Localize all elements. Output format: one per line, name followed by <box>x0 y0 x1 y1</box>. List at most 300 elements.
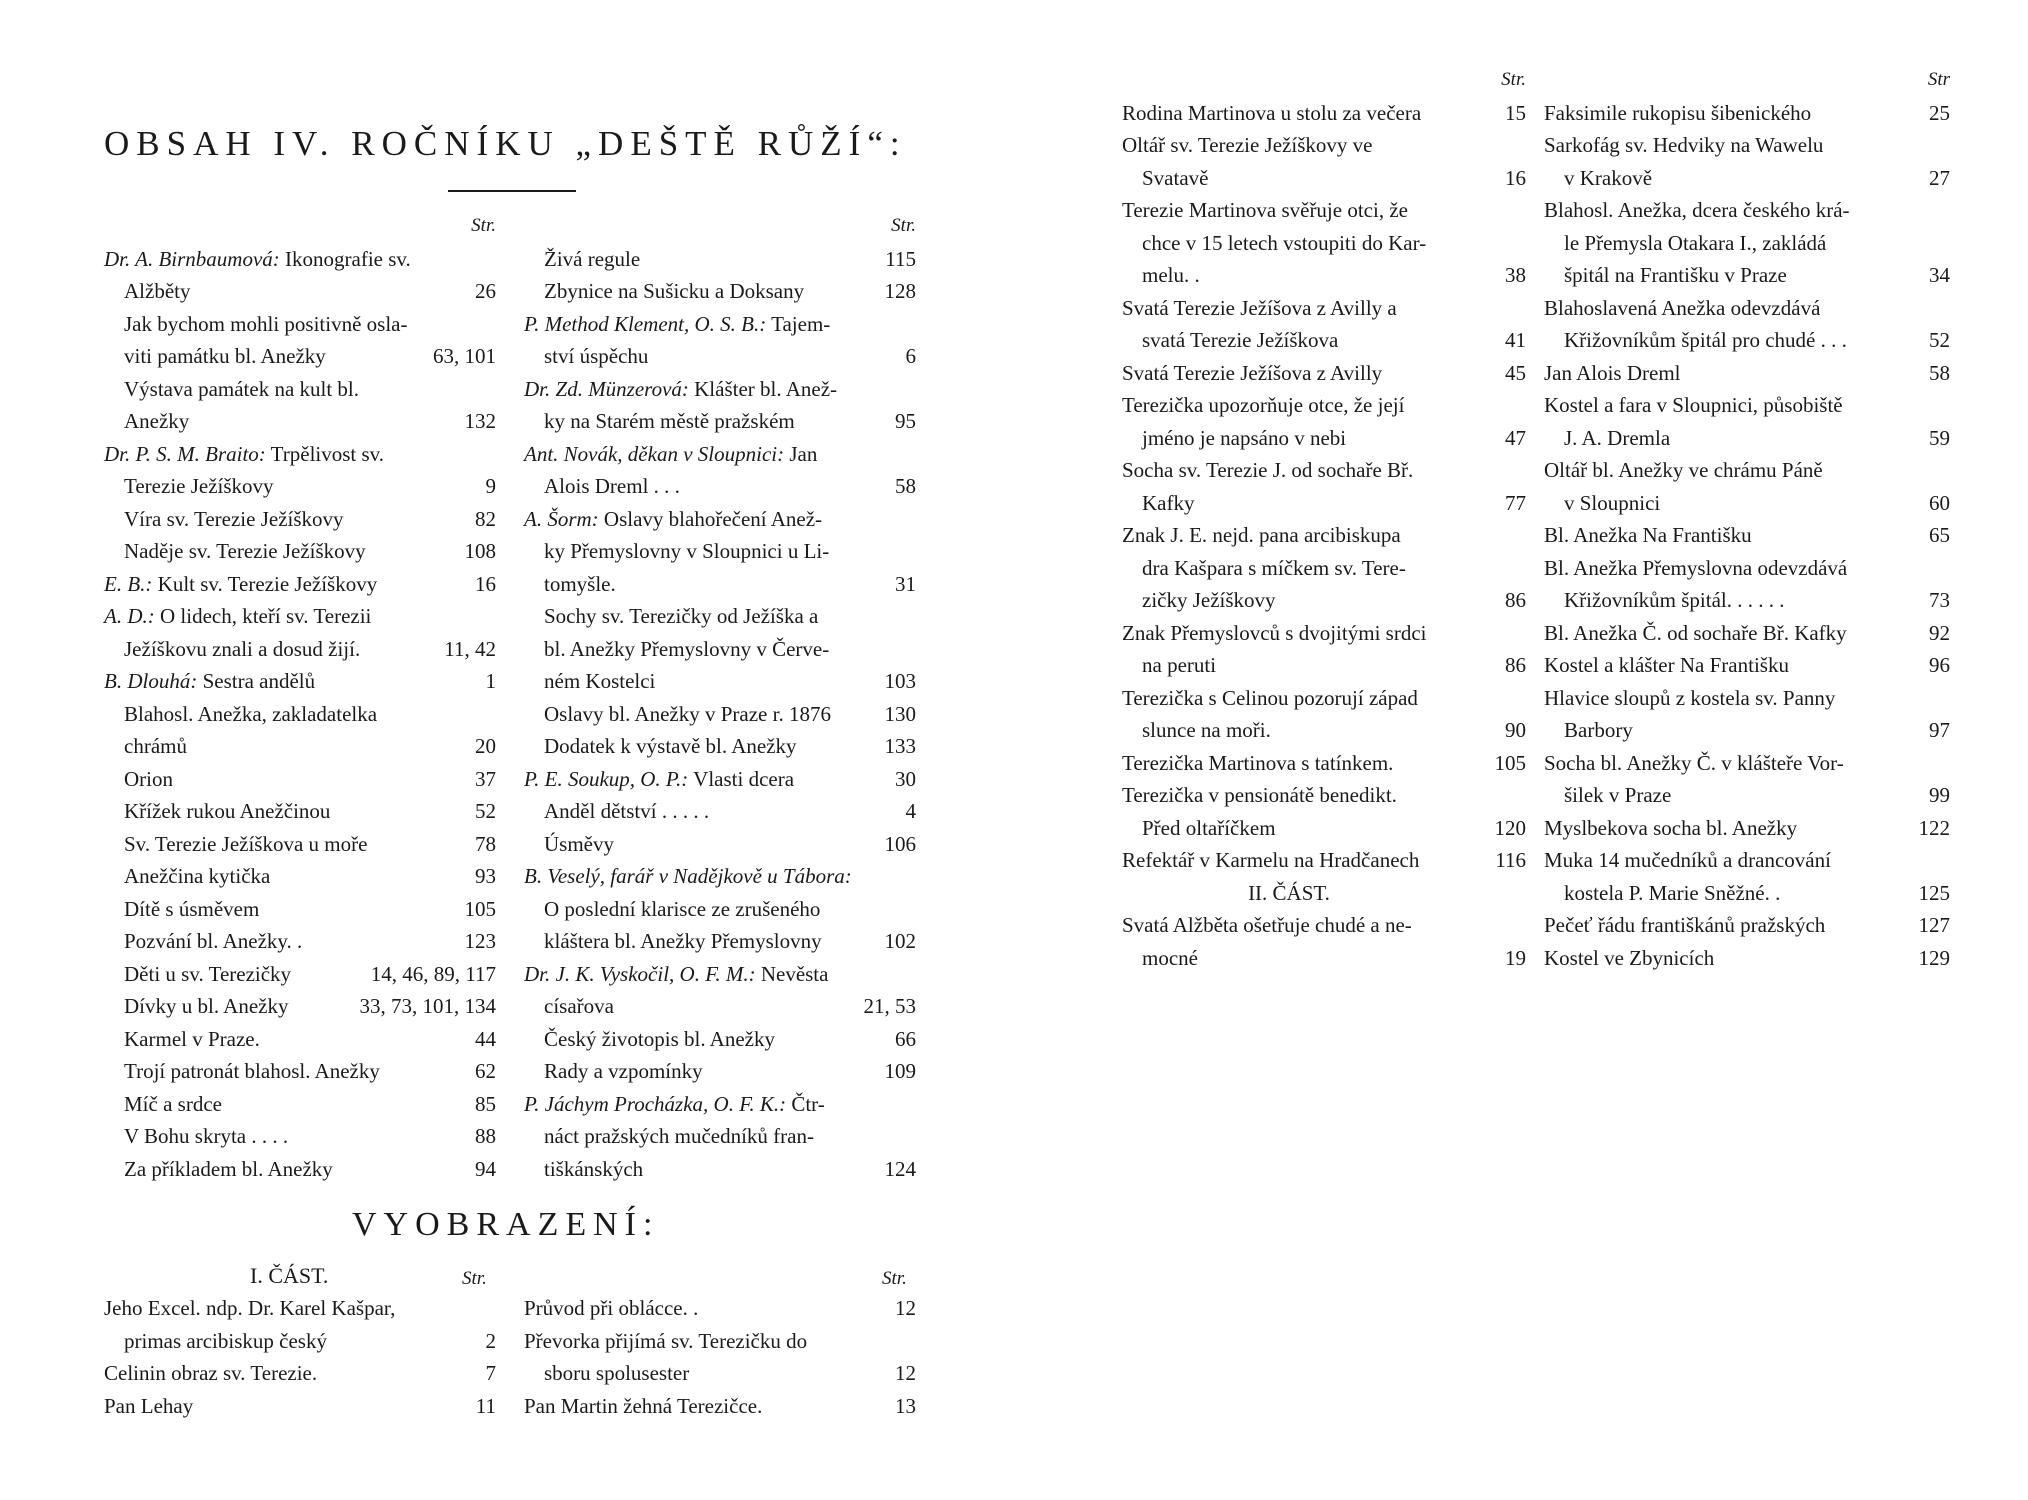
page-number: 97 <box>1929 718 1950 742</box>
list-item <box>1122 714 1526 747</box>
page-number: 63, 101 <box>433 344 496 368</box>
list-item <box>524 1325 916 1358</box>
list-item <box>1544 162 1950 195</box>
entry-text <box>524 308 906 341</box>
entry-text: Kafky <box>1142 490 1195 515</box>
page-number: 96 <box>1929 653 1950 677</box>
list-item <box>1122 682 1526 715</box>
entry-text: Terezička Martinova s tatínkem. <box>1122 750 1394 775</box>
entry-text: Terezie Ježíškovy <box>124 474 274 498</box>
page-number: 133 <box>884 734 916 758</box>
entry-text: Jak bychom mohli positivně osla- <box>124 311 408 336</box>
list-item <box>1122 552 1526 585</box>
entry-text: svatá Terezie Ježíškova <box>1142 328 1339 352</box>
list-item <box>1544 779 1950 812</box>
list-item <box>524 340 916 373</box>
entry-title: Kult sv. Terezie Ježíškovy <box>152 571 378 596</box>
entry-text: Refektář v Karmelu na Hradčanech <box>1122 848 1420 872</box>
list-item <box>524 1088 916 1121</box>
entry-title: Vlasti dcera <box>688 766 795 791</box>
list-item <box>104 275 496 308</box>
title-rule <box>448 190 576 192</box>
list-item <box>104 340 496 373</box>
page-number: 122 <box>1918 815 1950 840</box>
page-title: OBSAH IV. ROČNÍKU „DEŠTĚ RŮŽÍ“: <box>104 124 907 163</box>
page-number: 125 <box>1918 880 1950 905</box>
list-item <box>524 1153 916 1186</box>
entry-text: Pan Martin žehná Terezičce. <box>524 1393 763 1418</box>
entry-text: Pan Lehay <box>104 1393 194 1418</box>
list-item <box>1544 682 1950 715</box>
page-number: 11 <box>475 1393 496 1418</box>
list-item <box>1122 909 1526 942</box>
entry-text: bl. Anežky Přemyslovny v Červe- <box>544 636 830 661</box>
entry-text: ky na Starém městě pražském <box>544 409 795 433</box>
entry-text: Terezie Martinova svěřuje otci, že <box>1122 198 1408 222</box>
author-name: Dr. J. K. Vyskočil, O. F. M.: <box>524 961 756 986</box>
list-item <box>104 438 496 471</box>
entry-text: V Bohu skryta . . . . <box>124 1124 289 1148</box>
str-header: Str. <box>882 1268 907 1289</box>
entry-title: Oslavy blahořečení Anež- <box>598 506 823 531</box>
list-item <box>104 1390 496 1423</box>
entry-text: Kostel ve Zbynicích <box>1544 945 1715 970</box>
entry-text: melu. . <box>1142 263 1200 287</box>
entry-text: Trojí patronát blahosl. Anežky <box>124 1059 380 1083</box>
list-item <box>524 990 916 1023</box>
list-item <box>104 568 496 601</box>
entry-text: Jeho Excel. ndp. Dr. Karel Kašpar, <box>104 1296 396 1320</box>
list-item <box>524 795 916 828</box>
page-number: 115 <box>885 246 916 271</box>
page-number: 7 <box>485 1361 496 1385</box>
entry-text: Myslbekova socha bl. Anežky <box>1544 815 1798 840</box>
entry-title: Nevěsta <box>755 961 829 986</box>
page-number: 130 <box>884 701 916 726</box>
entry-text: Svatá Alžběta ošetřuje chudé a ne- <box>1122 913 1412 937</box>
illustrations-column-left-a <box>104 1292 496 1422</box>
str-header: Str <box>1927 69 1950 90</box>
page-number: 47 <box>1505 425 1526 450</box>
author-name: A. D.: <box>104 604 155 628</box>
entry-text <box>104 568 465 601</box>
entry-text: Anežčina kytička <box>124 864 271 888</box>
list-item <box>1122 357 1526 390</box>
page-number: 45 <box>1505 360 1526 385</box>
list-item <box>104 503 496 536</box>
page-number: 16 <box>475 571 496 596</box>
entry-text: Oslavy bl. Anežky v Praze r. 1876 <box>544 701 831 726</box>
list-item <box>1122 487 1526 520</box>
page-number: 16 <box>1505 165 1526 190</box>
entry-text: chrámů <box>124 734 187 758</box>
entry-text: Alžběty <box>124 279 191 303</box>
section-label <box>1122 877 1526 910</box>
entry-text: Hlavice sloupů z kostela sv. Panny <box>1544 685 1836 710</box>
list-item <box>524 405 916 438</box>
entry-text: Bl. Anežka Přemyslovna odevzdává <box>1544 555 1848 580</box>
page-number: 12 <box>895 1296 916 1320</box>
list-item <box>1122 292 1526 325</box>
page-number: 86 <box>1505 588 1526 612</box>
page-number: 30 <box>895 766 916 791</box>
entry-title: Ikonografie sv. <box>279 246 411 271</box>
page-number: 15 <box>1505 100 1526 125</box>
list-item <box>1544 617 1950 650</box>
entry-text: Za příkladem bl. Anežky <box>124 1156 333 1181</box>
str-header: Str. <box>462 1268 487 1289</box>
page-number: 41 <box>1505 328 1526 352</box>
entry-text: na peruti <box>1142 653 1217 677</box>
list-item <box>524 275 916 308</box>
entry-text: Děti u sv. Terezičky <box>124 961 292 986</box>
list-item <box>104 1055 496 1088</box>
page-number: 66 <box>895 1026 916 1051</box>
entry-text: Zbynice na Sušicku a Doksany <box>544 279 805 303</box>
entry-text <box>104 600 486 633</box>
entry-text: Křižovníkům špitál. . . . . . <box>1564 588 1785 612</box>
page-number: 120 <box>1494 815 1526 840</box>
page-number: 19 <box>1505 945 1526 970</box>
entry-text: Míč a srdce <box>124 1091 222 1116</box>
page-number: 62 <box>475 1059 496 1083</box>
page-number: 33, 73, 101, 134 <box>359 994 496 1018</box>
page-number: 102 <box>884 929 916 953</box>
page-number: 65 <box>1929 523 1950 547</box>
page-number: 88 <box>475 1124 496 1148</box>
illustrations-column-left-b <box>524 1292 916 1422</box>
page-number: 58 <box>895 474 916 498</box>
entry-title: Tajem- <box>766 311 831 336</box>
page-number: 103 <box>884 669 916 693</box>
list-item <box>524 925 916 958</box>
list-item <box>1122 97 1526 130</box>
right-page <box>1014 0 2028 1500</box>
entry-text: Rodina Martinova u stolu za večera <box>1122 100 1422 125</box>
author-name: B. Dlouhá: <box>104 669 198 693</box>
list-item <box>104 1357 496 1390</box>
str-header: Str. <box>471 215 496 236</box>
page-number: 1 <box>485 669 496 693</box>
entry-text: J. A. Dremla <box>1564 425 1671 450</box>
contents-column-right <box>524 210 916 1185</box>
list-item <box>104 535 496 568</box>
entry-text <box>524 763 885 796</box>
list-item <box>524 1120 916 1153</box>
list-item <box>104 405 496 438</box>
list-item <box>1544 324 1950 357</box>
list-item <box>104 860 496 893</box>
entry-text: Naděje sv. Terezie Ježíškovy <box>124 539 366 563</box>
entry-text: Kostel a fara v Sloupnici, působiště <box>1544 393 1843 417</box>
entry-text: Anežky <box>124 409 190 433</box>
entry-text: Socha bl. Anežky Č. v klášteře Vor- <box>1544 750 1844 775</box>
entry-text: Anděl dětství . . . . . <box>544 799 710 823</box>
page-number: 105 <box>1494 750 1526 775</box>
entry-text: Socha sv. Terezie J. od sochaře Bř. <box>1122 458 1414 482</box>
entry-text: Svatá Terezie Ježíšova z Avilly <box>1122 360 1383 385</box>
list-item <box>524 1292 916 1325</box>
list-item <box>104 665 496 698</box>
entry-text: Živá regule <box>544 246 641 271</box>
entry-text: v Krakově <box>1564 165 1653 190</box>
entry-text: Karmel v Praze. <box>124 1026 260 1051</box>
entry-text: sboru spolusester <box>544 1361 690 1385</box>
entry-text: náct pražských mučedníků fran- <box>544 1124 814 1148</box>
page-number: 20 <box>475 734 496 758</box>
list-item <box>524 763 916 796</box>
entry-title: Jan <box>784 441 818 466</box>
entry-text: primas arcibiskup český <box>124 1328 327 1353</box>
page-number: 82 <box>475 506 496 531</box>
str-header: Str. <box>891 215 916 236</box>
list-item <box>524 535 916 568</box>
entry-text: kostela P. Marie Sněžné. . <box>1564 880 1781 905</box>
entry-title: Klášter bl. Anež- <box>688 376 838 401</box>
entry-text: Sarkofág sv. Hedviky na Wawelu <box>1544 133 1824 157</box>
list-item <box>1544 259 1950 292</box>
entry-text: Pečeť řádu františkánů pražských <box>1544 913 1826 937</box>
entry-text: Dodatek k výstavě bl. Anežky <box>544 734 797 758</box>
part-one-label: I. ČÁST. <box>250 1263 329 1288</box>
entry-text <box>524 438 906 471</box>
entry-text: Víra sv. Terezie Ježíškovy <box>124 506 344 531</box>
list-item <box>104 308 496 341</box>
page-number: 21, 53 <box>863 994 916 1018</box>
author-name: A. Šorm: <box>524 506 599 531</box>
list-item <box>1544 422 1950 455</box>
list-item <box>524 1023 916 1056</box>
list-item <box>1122 259 1526 292</box>
contents-column-left <box>104 210 496 1185</box>
entry-title: Sestra andělů <box>197 669 316 693</box>
entry-text: Kostel a klášter Na Františku <box>1544 653 1789 677</box>
entry-text: Muka 14 mučedníků a drancování <box>1544 848 1831 872</box>
list-item <box>104 1120 496 1153</box>
entry-text: kláštera bl. Anežky Přemyslovny <box>544 929 822 953</box>
entry-title: Trpělivost sv. <box>265 441 385 466</box>
author-name: Dr. Zd. Münzerová: <box>524 376 689 401</box>
entry-text <box>524 373 906 406</box>
page-number: 105 <box>464 896 496 921</box>
page-number: 14, 46, 89, 117 <box>370 961 496 986</box>
list-item <box>1544 909 1950 942</box>
author-name: Ant. Novák, děkan v Sloupnici: <box>524 441 785 466</box>
entry-text <box>104 665 476 698</box>
entry-text: Blahosl. Anežka, zakladatelka <box>124 701 378 726</box>
page-number: 13 <box>895 1393 916 1418</box>
page-number: 52 <box>1929 328 1950 352</box>
list-item <box>524 438 916 471</box>
list-item <box>1544 747 1950 780</box>
entry-text: Alois Dreml . . . <box>544 474 680 498</box>
page-number: 94 <box>475 1156 496 1181</box>
entry-text: dra Kašpara s míčkem sv. Tere- <box>1142 555 1406 580</box>
list-item <box>1122 617 1526 650</box>
list-item <box>524 828 916 861</box>
list-item <box>524 470 916 503</box>
entry-title: O lidech, kteří sv. Terezii <box>154 604 372 628</box>
page-number: 25 <box>1929 100 1950 125</box>
list-item <box>1122 422 1526 455</box>
page-number: 52 <box>475 799 496 823</box>
entry-text: Orion <box>124 766 173 791</box>
list-item <box>1122 942 1526 975</box>
list-item <box>104 990 496 1023</box>
list-item <box>1544 942 1950 975</box>
list-item <box>1544 812 1950 845</box>
entry-text: jméno je napsáno v nebi <box>1142 425 1347 450</box>
list-item <box>1544 389 1950 422</box>
entry-text: Bl. Anežka Na Františku <box>1544 523 1752 547</box>
page-number: 59 <box>1929 425 1950 450</box>
list-item <box>1122 194 1526 227</box>
section-label-text: II. ČÁST. <box>1248 880 1330 905</box>
list-item <box>524 893 916 926</box>
list-item <box>1122 747 1526 780</box>
list-item <box>1122 649 1526 682</box>
list-item <box>1544 97 1950 130</box>
entry-text: Výstava památek na kult bl. <box>124 376 360 401</box>
list-item <box>104 1325 496 1358</box>
list-item <box>1544 487 1950 520</box>
page-number: 11, 42 <box>444 636 496 661</box>
list-item <box>524 568 916 601</box>
entry-text: Před oltaříčkem <box>1142 815 1276 840</box>
entry-text <box>524 1088 906 1121</box>
list-item <box>104 893 496 926</box>
list-item <box>1122 519 1526 552</box>
page-number: 90 <box>1505 718 1526 742</box>
entry-text: tiškánských <box>544 1156 644 1181</box>
list-item <box>104 698 496 731</box>
page-number: 73 <box>1929 588 1950 612</box>
entry-text: Ježíškovu znali a dosud žijí. <box>124 636 361 661</box>
entry-text: ném Kostelci <box>544 669 656 693</box>
list-item <box>1122 324 1526 357</box>
list-item <box>524 860 916 893</box>
page-number: 116 <box>1495 848 1526 872</box>
entry-text: viti památku bl. Anežky <box>124 344 326 368</box>
page-number: 37 <box>475 766 496 791</box>
entry-text: Dítě s úsměvem <box>124 896 260 921</box>
entry-text: císařova <box>544 994 614 1018</box>
list-item <box>1122 389 1526 422</box>
entry-text: O poslední klarisce ze zrušeného <box>544 896 821 921</box>
entry-text: v Sloupnici <box>1564 490 1661 515</box>
page-number: 2 <box>485 1328 496 1353</box>
entry-text: zičky Ježíškovy <box>1142 588 1276 612</box>
list-item <box>1544 519 1950 552</box>
page-number: 58 <box>1929 360 1950 385</box>
entry-text: Blahoslavená Anežka odevzdává <box>1544 295 1821 320</box>
list-item <box>1544 649 1950 682</box>
entry-text: Barbory <box>1564 718 1633 742</box>
page-number: 26 <box>475 279 496 303</box>
list-item <box>1122 812 1526 845</box>
page-number: 34 <box>1929 263 1950 287</box>
list-item <box>104 600 496 633</box>
author-name: Dr. P. S. M. Braito: <box>104 441 266 466</box>
list-item <box>104 1292 496 1325</box>
entry-text: le Přemysla Otakara I., zakládá <box>1564 230 1827 255</box>
entry-text <box>104 243 486 276</box>
page-number: 95 <box>895 409 916 433</box>
page-number: 27 <box>1929 165 1950 190</box>
entry-text: Dívky u bl. Anežky <box>124 994 289 1018</box>
entry-text: Křižovníkům špitál pro chudé . . . <box>1564 328 1847 352</box>
page-number: 128 <box>884 279 916 303</box>
entry-text: tomyšle. <box>544 571 616 596</box>
list-item <box>104 373 496 406</box>
list-item <box>1544 552 1950 585</box>
illustrations-column-right-a <box>1122 64 1526 974</box>
list-item <box>1122 129 1526 162</box>
author-name: B. Veselý, farář v Nadějkově u Tábora: <box>524 864 852 888</box>
entry-text: ky Přemyslovny v Sloupnici u Li- <box>544 539 830 563</box>
illustrations-title: VYOBRAZENÍ: <box>352 1206 660 1243</box>
page-number: 85 <box>475 1091 496 1116</box>
list-item <box>104 1153 496 1186</box>
list-item <box>524 1390 916 1423</box>
list-item <box>524 243 916 276</box>
author-name: P. Jáchym Procházka, O. F. K.: <box>524 1091 787 1116</box>
list-item <box>104 470 496 503</box>
list-item <box>1544 194 1950 227</box>
page-number: 109 <box>884 1059 916 1083</box>
list-item <box>104 633 496 666</box>
entry-text: Převorka přijímá sv. Terezičku do <box>524 1328 808 1353</box>
entry-text: Terezička v pensionátě benedikt. <box>1122 783 1397 807</box>
author-name: P. Method Klement, O. S. B.: <box>524 311 767 336</box>
entry-text: Faksimile rukopisu šibenického <box>1544 100 1812 125</box>
list-item <box>524 633 916 666</box>
list-item <box>524 698 916 731</box>
list-item <box>104 925 496 958</box>
list-item <box>1544 714 1950 747</box>
list-item <box>104 828 496 861</box>
list-item <box>104 958 496 991</box>
entry-text: ství úspěchu <box>544 344 649 368</box>
entry-text <box>524 958 906 991</box>
list-item <box>1544 129 1950 162</box>
entry-title: Čtr- <box>786 1091 825 1116</box>
page-number: 6 <box>905 344 916 368</box>
entry-text: Celinin obraz sv. Terezie. <box>104 1361 318 1385</box>
list-item <box>524 503 916 536</box>
page-number: 124 <box>884 1156 916 1181</box>
page-number: 31 <box>895 571 916 596</box>
page-number: 9 <box>485 474 496 498</box>
entry-text: Křížek rukou Anežčinou <box>124 799 331 823</box>
page-number: 60 <box>1929 490 1950 515</box>
entry-text: Blahosl. Anežka, dcera českého krá- <box>1544 198 1850 222</box>
list-item <box>1544 844 1950 877</box>
list-item <box>104 730 496 763</box>
page-number: 99 <box>1929 783 1950 807</box>
entry-text: Svatavě <box>1142 165 1209 190</box>
entry-text: Terezička s Celinou pozorují západ <box>1122 685 1418 710</box>
list-item <box>1122 844 1526 877</box>
list-item <box>1122 584 1526 617</box>
list-item <box>1122 227 1526 260</box>
author-name: Dr. A. Birnbaumová: <box>104 246 280 271</box>
list-item <box>524 1357 916 1390</box>
page-number: 108 <box>464 539 496 563</box>
list-item <box>524 373 916 406</box>
entry-text: špitál na Františku v Praze <box>1564 263 1787 287</box>
entry-text: Sv. Terezie Ježíškova u moře <box>124 831 368 856</box>
